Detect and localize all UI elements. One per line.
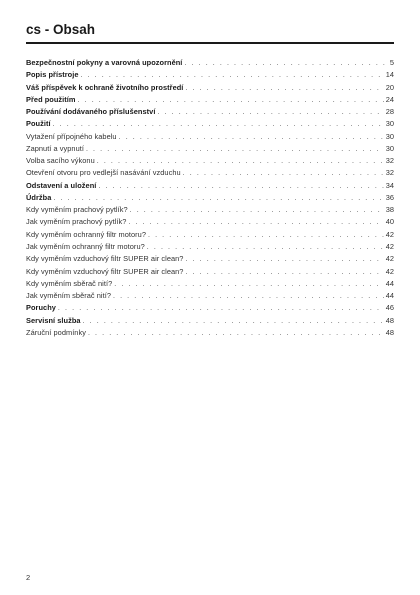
toc-entry-label: Kdy vyměním vzduchový filtr SUPER air clean? [26, 266, 184, 276]
toc-entry-label: Záruční podmínky [26, 327, 86, 337]
toc-entry-page-number: 42 [385, 254, 394, 264]
toc-chapter-entry[interactable] [26, 82, 394, 94]
toc-dot-leader [113, 291, 384, 302]
toc-entry-label: Servisní služba [26, 315, 81, 325]
toc-entry-label: Váš příspěvek k ochraně životního prostředí [26, 82, 184, 92]
toc-entry-page-number: 34 [385, 180, 394, 190]
toc-dot-leader [114, 279, 384, 290]
toc-entry-page-number: 40 [385, 217, 394, 227]
toc-dot-leader [185, 83, 383, 94]
toc-dot-leader [183, 168, 384, 179]
toc-entry-page-number: 46 [385, 303, 394, 313]
toc-entry-label: Kdy vyměním ochranný filtr motoru? [26, 229, 146, 239]
toc-subsection-entry[interactable] [26, 241, 394, 253]
toc-entry-page-number: 5 [389, 58, 394, 67]
toc-entry-page-number: 38 [385, 205, 394, 215]
toc-subsection-entry[interactable] [26, 266, 394, 278]
toc-chapter-entry[interactable] [26, 94, 394, 106]
table-of-contents [26, 57, 394, 339]
toc-subsection-entry[interactable] [26, 167, 394, 179]
toc-chapter-entry[interactable] [26, 180, 394, 192]
toc-entry-label: Bezpečnostní pokyny a varovná upozornění [26, 58, 183, 67]
toc-chapter-entry[interactable] [26, 57, 394, 69]
toc-dot-leader [97, 156, 384, 167]
toc-subsection-entry[interactable] [26, 131, 394, 143]
toc-entry-label: Poruchy [26, 303, 56, 313]
toc-entry-page-number: 24 [385, 94, 394, 104]
toc-dot-leader [128, 217, 383, 228]
toc-entry-page-number: 30 [385, 119, 394, 129]
toc-entry-label: Popis přístroje [26, 70, 79, 80]
toc-dot-leader [184, 58, 387, 69]
toc-entry-label: Kdy vyměním vzduchový filtr SUPER air clean? [26, 254, 184, 264]
page-header [26, 22, 394, 44]
toc-entry-page-number: 42 [385, 229, 394, 239]
toc-entry-page-number: 28 [385, 107, 394, 117]
toc-dot-leader [157, 107, 383, 118]
toc-entry-page-number: 32 [385, 168, 394, 178]
toc-entry-label: Kdy vyměním sběrač nití? [26, 278, 113, 288]
toc-dot-leader [185, 267, 383, 278]
toc-dot-leader [53, 119, 384, 130]
toc-entry-label: Odstavení a uložení [26, 180, 97, 190]
toc-dot-leader [130, 205, 384, 216]
toc-entry-page-number: 42 [385, 266, 394, 276]
toc-subsection-entry[interactable] [26, 204, 394, 216]
page-title: cs - Obsah [26, 22, 96, 37]
toc-entry-page-number: 42 [385, 241, 394, 251]
toc-dot-leader [88, 328, 384, 339]
toc-entry-page-number: 30 [385, 143, 394, 153]
toc-dot-leader [86, 144, 384, 155]
toc-entry-label: Před použitím [26, 94, 76, 104]
toc-subsection-entry[interactable] [26, 253, 394, 265]
toc-entry-label: Zapnutí a vypnutí [26, 143, 84, 153]
page-number: 2 [26, 573, 31, 582]
toc-dot-leader [119, 132, 384, 143]
toc-entry-page-number: 14 [385, 70, 394, 80]
toc-subsection-entry[interactable] [26, 278, 394, 290]
toc-chapter-entry[interactable] [26, 315, 394, 327]
toc-entry-label: Jak vyměním ochranný filtr motoru? [26, 241, 145, 251]
toc-subsection-entry[interactable] [26, 290, 394, 302]
toc-subsection-entry[interactable] [26, 216, 394, 228]
toc-entry-label: Použití [26, 119, 51, 129]
toc-entry-label: Jak vyměním sběrač nití? [26, 291, 111, 301]
toc-subsection-entry[interactable] [26, 229, 394, 241]
title-underline [26, 42, 394, 44]
toc-entry-page-number: 36 [385, 192, 394, 202]
toc-dot-leader [81, 70, 384, 81]
toc-subsection-entry[interactable] [26, 155, 394, 167]
toc-dot-leader [78, 95, 384, 106]
toc-dot-leader [98, 181, 383, 192]
toc-entry-label: Volba sacího výkonu [26, 156, 95, 166]
toc-chapter-entry[interactable] [26, 106, 394, 118]
toc-subsection-entry[interactable] [26, 143, 394, 155]
toc-entry-label: Údržba [26, 192, 52, 202]
toc-entry-label: Jak vyměním prachový pytlík? [26, 217, 127, 227]
toc-entry-page-number: 48 [385, 327, 394, 337]
toc-chapter-entry[interactable] [26, 69, 394, 81]
toc-dot-leader [147, 242, 384, 253]
toc-entry-page-number: 30 [385, 131, 394, 141]
toc-subsection-entry[interactable] [26, 327, 394, 339]
toc-entry-page-number: 44 [385, 278, 394, 288]
toc-chapter-entry[interactable] [26, 192, 394, 204]
toc-entry-label: Kdy vyměním prachový pytlík? [26, 205, 128, 215]
toc-entry-page-number: 20 [385, 82, 394, 92]
toc-entry-page-number: 32 [385, 156, 394, 166]
toc-entry-page-number: 44 [385, 291, 394, 301]
toc-dot-leader [58, 303, 384, 314]
toc-chapter-entry[interactable] [26, 302, 394, 314]
toc-entry-label: Vytažení přípojného kabelu [26, 131, 117, 141]
toc-dot-leader [83, 316, 384, 327]
toc-entry-label: Otevření otvoru pro vedlejší nasávání vzduchu [26, 168, 181, 178]
toc-dot-leader [148, 230, 384, 241]
toc-dot-leader [185, 254, 383, 265]
toc-chapter-entry[interactable] [26, 118, 394, 130]
toc-entry-page-number: 48 [385, 315, 394, 325]
toc-entry-label: Používání dodávaného příslušenství [26, 107, 156, 117]
toc-dot-leader [53, 193, 383, 204]
